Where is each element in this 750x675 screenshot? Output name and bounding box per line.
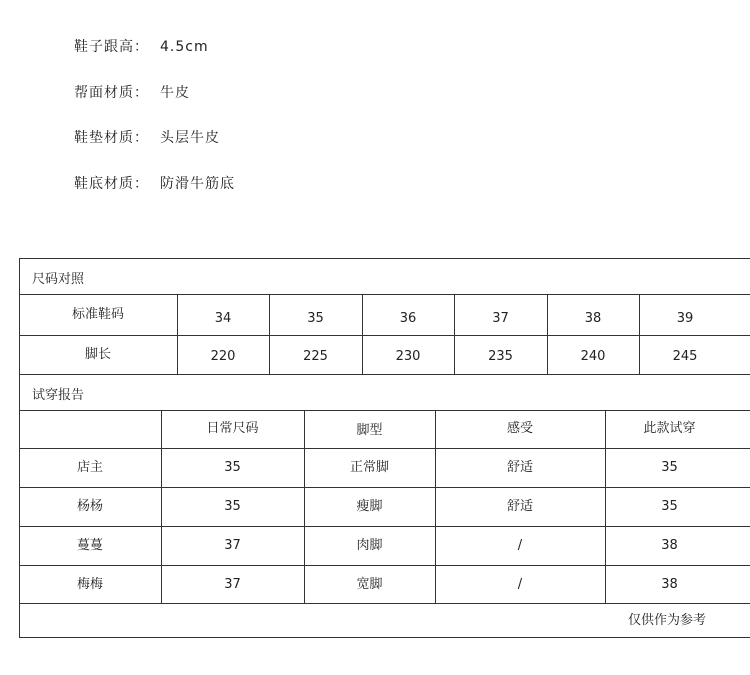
length-row-label: 脚长: [84, 347, 111, 362]
table-line: [19, 603, 750, 604]
table-line: [19, 526, 750, 527]
trial-header: 感受: [506, 421, 533, 436]
table-line: [19, 294, 750, 295]
length-cell: 220: [210, 349, 236, 364]
trial-cell: 梅梅: [76, 577, 103, 592]
size-cell: 38: [584, 311, 602, 326]
trial-cell: 店主: [76, 460, 103, 475]
spec-upper-material: [74, 82, 190, 102]
trial-table-title: 试穿报告: [32, 388, 85, 403]
footnote: 仅供作为参考: [627, 613, 706, 628]
table-line: [19, 487, 750, 488]
size-cell: 36: [399, 311, 417, 326]
trial-cell: 35: [661, 499, 678, 514]
trial-cell: 肉脚: [356, 538, 383, 553]
trial-header: 脚型: [356, 423, 383, 438]
spec-insole-material: [74, 127, 220, 147]
length-cell: 235: [488, 349, 513, 364]
table-line: [19, 410, 750, 411]
spec-label: 帮面材质：: [74, 85, 149, 101]
trial-cell: 35: [661, 460, 678, 475]
table-line: [19, 374, 750, 375]
trial-cell: 38: [661, 577, 678, 592]
trial-cell: 正常脚: [349, 460, 389, 475]
trial-cell: 舒适: [506, 460, 533, 475]
trial-cell: 宽脚: [356, 577, 383, 592]
trial-cell: 37: [224, 538, 241, 553]
size-cell: 37: [492, 311, 509, 326]
spec-label: 鞋子跟高：: [74, 39, 149, 55]
size-and-trial-table: [19, 258, 750, 638]
spec-label: 鞋底材质：: [74, 176, 149, 192]
trial-cell: 杨杨: [76, 499, 103, 514]
size-cell: 34: [214, 311, 232, 326]
length-cell: 240: [580, 349, 606, 364]
trial-cell: 35: [224, 499, 241, 514]
trial-cell: 舒适: [506, 499, 533, 514]
spec-label: 鞋垫材质：: [74, 130, 149, 146]
size-cell: 35: [307, 311, 324, 326]
size-cell: 39: [676, 311, 694, 326]
trial-cell: /: [517, 538, 523, 553]
spec-heel-height: [74, 36, 209, 56]
trial-cell: /: [517, 577, 523, 592]
spec-sole-material: [74, 173, 235, 193]
trial-cell: 瘦脚: [356, 499, 383, 514]
table-border-bottom: [19, 637, 750, 638]
size-row-label: 标准鞋码: [71, 307, 124, 322]
length-cell: 230: [395, 349, 421, 364]
trial-header: 此款试穿: [643, 421, 696, 436]
table-border-top: [19, 258, 750, 259]
trial-cell: 38: [661, 538, 678, 553]
spec-value: 头层牛皮: [160, 130, 220, 146]
spec-value: 牛皮: [160, 85, 190, 101]
trial-cell: 35: [224, 460, 241, 475]
length-cell: 245: [672, 349, 698, 364]
table-line: [19, 448, 750, 449]
size-table-title: 尺码对照: [32, 272, 85, 287]
table-line: [19, 335, 750, 336]
length-cell: 225: [303, 349, 328, 364]
trial-cell: 37: [224, 577, 241, 592]
trial-cell: 蔓蔓: [76, 538, 103, 553]
table-line: [19, 565, 750, 566]
spec-value: 4.5cm: [160, 39, 209, 55]
trial-header: 日常尺码: [206, 421, 259, 436]
spec-value: 防滑牛筋底: [160, 176, 235, 192]
